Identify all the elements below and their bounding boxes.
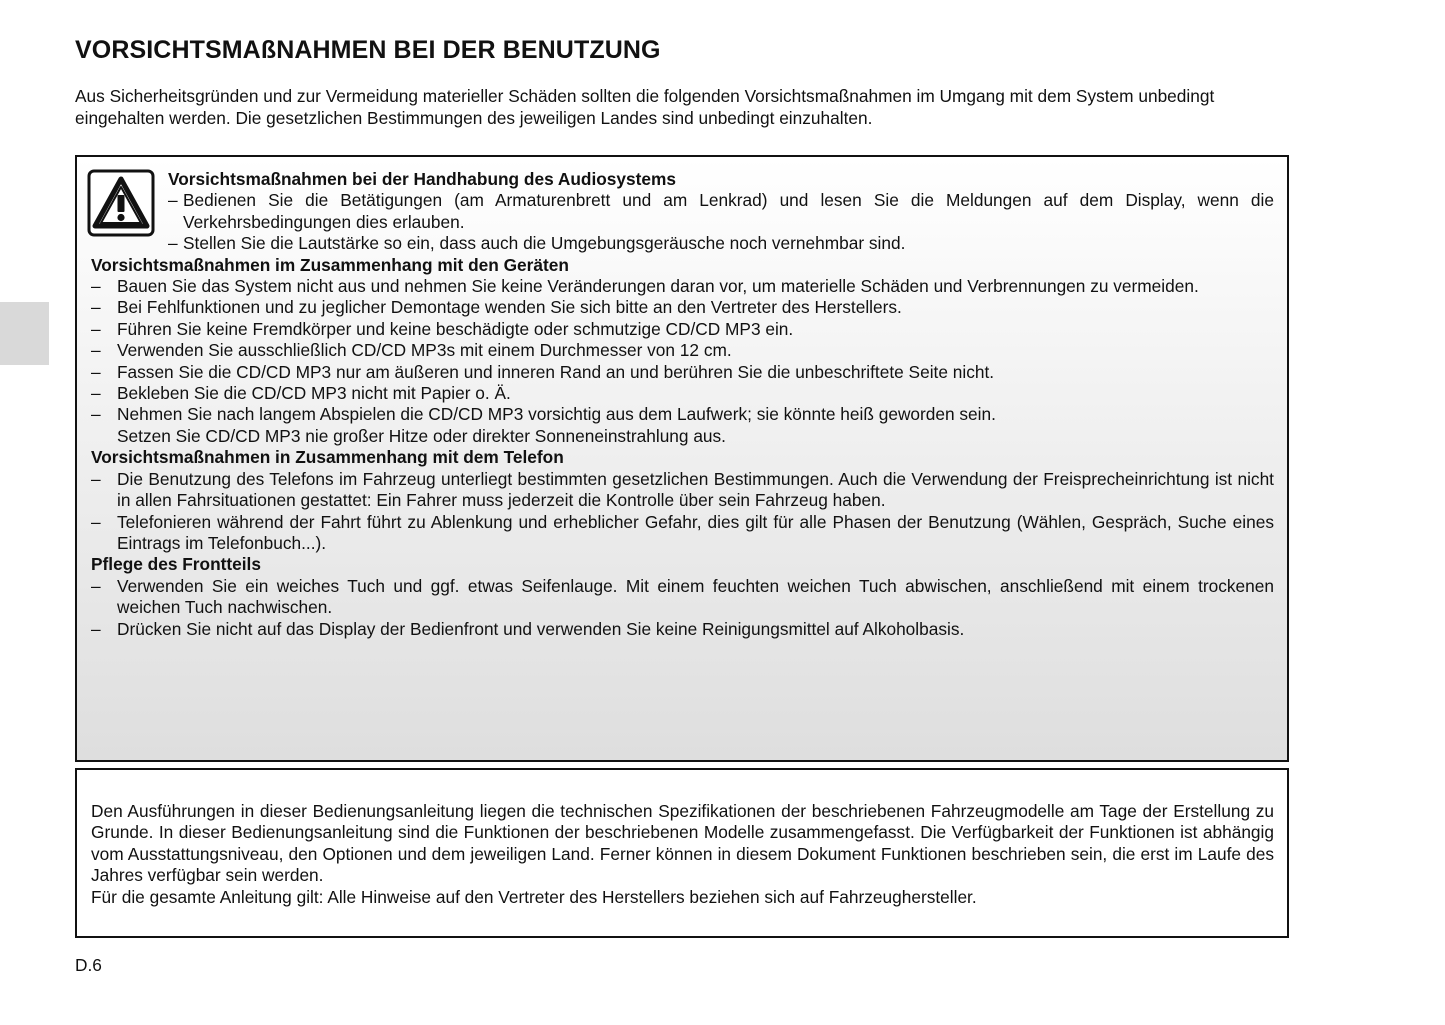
section-title: Vorsichtsmaßnahmen im Zusammenhang mit den Geräten [91,254,569,275]
section-title: Vorsichtsmaßnahmen in Zusammenhang mit dem Telefon [91,447,564,468]
note-line: Für die gesamte Anleitung gilt: Alle Hinweise auf den Vertreter des Herstellers beziehen sich auf Fahrzeughersteller. [91,886,977,907]
list-item-line: – Nehmen Sie nach langem Abspielen die CD/CD MP3 vorsichtig aus dem Laufwerk; sie könnte heiß geworden sein. [117,404,996,425]
section-front-care [91,554,1274,640]
list-item: – Verwenden Sie ausschließlich CD/CD MP3s mit einem Durchmesser von 12 cm. [91,340,1274,361]
section-phone [91,447,1274,554]
list-item: – Führen Sie keine Fremdkörper und keine beschädigte oder schmutzige CD/CD MP3 ein. [91,319,1274,340]
section-title: Vorsichtsmaßnahmen bei der Handhabung des Audiosystems [168,169,676,189]
page-number: D.6 [75,955,102,975]
list-item: – Die Benutzung des Telefons im Fahrzeug unterliegt bestimmten gesetzlichen Bestimmungen. Auch die Verwendung der Freisprecheinrichtung ist nicht in allen Fahrsituationen gestattet: Ein Fahrer muss jederzeit die Kontrolle über sein Fahrzeug haben. [91,469,1274,512]
note-content [91,801,1274,908]
warning-box [75,155,1289,762]
page-title: VORSICHTSMAßNAHMEN BEI DER BENUTZUNG [75,36,661,64]
bullet-list [168,190,1274,254]
list-item: – Bedienen Sie die Betätigungen (am Armaturenbrett und am Lenkrad) und lesen Sie die Meldungen auf dem Display, wenn die Verkehrsbedingungen dies erlauben. [168,190,1274,233]
list-item: – Fassen Sie die CD/CD MP3 nur am äußeren und inneren Rand an und berühren Sie die unbeschriftete Seite nicht. [91,362,1274,383]
note-paragraph: Den Ausführungen in dieser Bedienungsanleitung liegen die technischen Spezifikationen der beschriebenen Fahrzeugmodelle am Tage der Erstellung zu Grunde. In dieser Bedienungsanleitung sind die Funktionen der beschriebenen Modelle zusammengefasst. Die Verfügbarkeit der Funktionen ist abhängig vom Ausstattungsniveau, den Optionen und dem jeweiligen Land. Ferner können in diesem Dokument Funktionen beschrieben sein, die erst im Laufe des Jahres verfügbar sein werden. [91,801,1274,886]
list-item: – Bauen Sie das System nicht aus und nehmen Sie keine Veränderungen daran vor, um materielle Schäden und Verbrennungen zu vermeiden. [91,276,1274,297]
list-item [91,404,1274,447]
list-item: – Telefonieren während der Fahrt führt zu Ablenkung und erheblicher Gefahr, dies gilt für alle Phasen der Benutzung (Wählen, Gespräch, Suche eines Eintrags im Telefonbuch...). [91,512,1274,555]
bullet-list [91,469,1274,555]
note-box [75,768,1289,938]
section-side-tab [0,302,49,365]
section-audio [91,169,1274,255]
section-title: Pflege des Frontteils [91,554,261,575]
bullet-list [91,576,1274,640]
list-item: – Verwenden Sie ein weiches Tuch und ggf. etwas Seifenlauge. Mit einem feuchten weichen Tuch abwischen, anschließend mit einem trockenen weichen Tuch nachwischen. [91,576,1274,619]
bullet-list [91,276,1274,447]
list-item: – Drücken Sie nicht auf das Display der Bedienfront und verwenden Sie keine Reinigungsmittel auf Alkoholbasis. [91,619,1274,640]
intro-paragraph: Aus Sicherheitsgründen und zur Vermeidung materieller Schäden sollten die folgenden Vorsichtsmaßnahmen im Umgang mit dem System unbedingt eingehalten werden. Die gesetzlichen Bestimmungen des jeweiligen Landes sind unbedingt einzuhalten. [75,86,1215,128]
section-devices [91,255,1274,448]
list-item: – Stellen Sie die Lautstärke so ein, dass auch die Umgebungsgeräusche noch vernehmbar sind. [168,233,1274,254]
warning-content [91,169,1274,640]
list-item-line: Setzen Sie CD/CD MP3 nie großer Hitze oder direkter Sonneneinstrahlung aus. [117,425,726,446]
list-item: – Bekleben Sie die CD/CD MP3 nicht mit Papier o. Ä. [91,383,1274,404]
list-item: – Bei Fehlfunktionen und zu jeglicher Demontage wenden Sie sich bitte an den Vertreter des Herstellers. [91,297,1274,318]
